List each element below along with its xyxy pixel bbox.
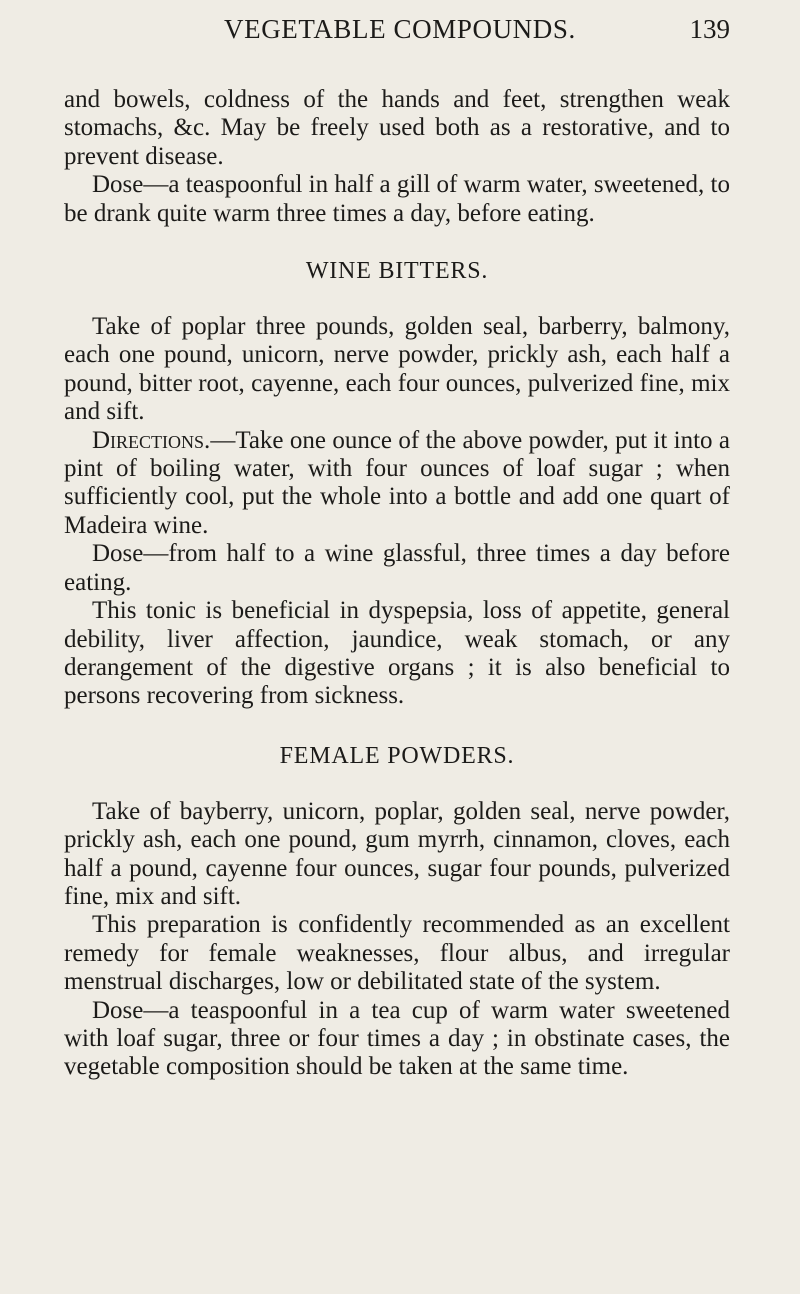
intro-dose-paragraph: Dose—a teaspoonful in half a gill of warm water, sweetened, to be drank quite warm three times a day, before eating. [64,171,730,227]
running-title: VEGETABLE COMPOUNDS. [224,14,576,44]
directions-text: —Take one ounce of the above powder, put it into a pint of boiling water, with four ounces of loaf sugar ; when sufficiently cool, put the whole into a bottle and add one quart of Madeira wine. [64,426,730,539]
intro-continuation-paragraph: and bowels, coldness of the hands and feet, strengthen weak stomachs, &c. May be freely used both as a restorative, and to prevent disease. [64,86,730,170]
running-head [64,14,730,48]
wine-bitters-recipe-paragraph: Take of poplar three pounds, golden seal, barberry, balmony, each one pound, unicorn, nerve powder, prickly ash, each half a pound, bitter root, cayenne, each four ounces, pulverized fine, mix and sift. [64,313,730,426]
wine-bitters-dose-paragraph: Dose—from half to a wine glassful, three times a day before eating. [64,540,730,596]
wine-bitters-directions-paragraph [64,427,730,541]
female-powders-heading: FEMALE POWDERS. [279,742,515,769]
wine-bitters-heading: WINE BITTERS. [305,258,489,285]
female-powders-uses-paragraph: This preparation is confidently recommended as an excellent remedy for female weaknesses, flour albus, and irregular menstrual discharges, low or debilitated state of the system. [64,911,730,996]
female-powders-recipe-paragraph: Take of bayberry, unicorn, poplar, golden seal, nerve powder, prickly ash, each one pound, gum myrrh, cinnamon, cloves, each half a pound, cayenne four ounces, sugar four pounds, pulverized fine, mix and sift. [64,797,730,910]
wine-bitters-benefits-paragraph: This tonic is beneficial in dyspepsia, loss of appetite, general debility, liver affection, jaundice, weak stomach, or any derangement of the digestive organs ; it is also beneficial to persons recovering from sickness. [64,597,730,710]
body-text [64,86,730,1082]
directions-label: Directions. [92,426,211,454]
page-number: 139 [689,14,730,44]
female-powders-dose-paragraph: Dose—a teaspoonful in a tea cup of warm water sweetened with loaf sugar, three or four times a day ; in obstinate cases, the vegetable composition should be taken at the same time. [64,996,730,1081]
